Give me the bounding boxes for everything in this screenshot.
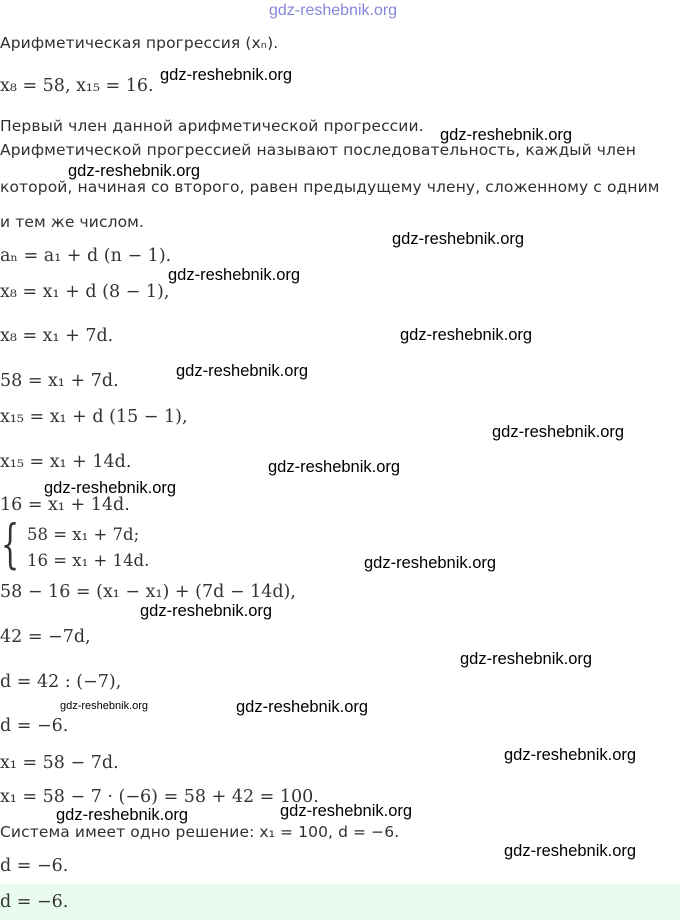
equation-2: 16 = x₁ + 14d.: [0, 495, 130, 515]
watermark: gdz-reshebnik.org: [44, 479, 177, 497]
watermark: gdz-reshebnik.org: [236, 698, 369, 716]
watermark: gdz-reshebnik.org: [504, 842, 637, 860]
watermark: gdz-reshebnik.org: [160, 66, 293, 84]
difference-result: 42 = −7d,: [0, 627, 91, 647]
x8-simplified: x₈ = x₁ + 7d.: [0, 326, 114, 346]
watermark: gdz-reshebnik.org: [68, 162, 201, 180]
formula-x8: x₈ = x₁ + d (8 − 1),: [0, 282, 170, 302]
x1-formula: x₁ = 58 − 7d.: [0, 753, 119, 773]
system-equation-1: 58 = x₁ + 7d;: [27, 525, 140, 544]
watermark: gdz-reshebnik.org: [168, 266, 301, 284]
watermark: gdz-reshebnik.org: [492, 423, 625, 441]
watermark: gdz-reshebnik.org: [440, 126, 573, 144]
x1-computation: x₁ = 58 − 7 · (−6) = 58 + 42 = 100.: [0, 787, 319, 807]
watermark: gdz-reshebnik.org: [504, 746, 637, 764]
watermark: gdz-reshebnik.org: [392, 230, 525, 248]
task-question: Первый член данной арифметической прогрессии.: [0, 117, 424, 135]
subtraction-step: 58 − 16 = (x₁ − x₁) + (7d − 14d),: [0, 582, 296, 602]
site-watermark-header: gdz-reshebnik.org: [269, 2, 398, 19]
watermark: gdz-reshebnik.org: [176, 362, 309, 380]
watermark: gdz-reshebnik.org: [400, 326, 533, 344]
answer-highlight: [0, 884, 680, 920]
problem-statement: Арифметическая прогрессия (xₙ).: [0, 34, 279, 52]
formula-x15: x₁₅ = x₁ + d (15 − 1),: [0, 407, 188, 427]
system-equation-2: 16 = x₁ + 14d.: [27, 551, 150, 570]
final-answer: d = −6.: [0, 892, 69, 912]
d-restated: d = −6.: [0, 856, 69, 876]
watermark: gdz-reshebnik.org: [268, 458, 401, 476]
watermark-small: gdz-reshebnik.org: [60, 700, 149, 712]
definition-line-3: и тем же числом.: [0, 213, 144, 231]
d-value: d = −6.: [0, 716, 69, 736]
watermark: gdz-reshebnik.org: [460, 650, 593, 668]
watermark: gdz-reshebnik.org: [280, 802, 413, 820]
x15-simplified: x₁₅ = x₁ + 14d.: [0, 452, 132, 472]
equation-1: 58 = x₁ + 7d.: [0, 371, 119, 391]
watermark: gdz-reshebnik.org: [140, 602, 273, 620]
definition-line-2: которой, начиная со второго, равен предыдущему члену, сложенному с одним: [0, 178, 660, 196]
watermark: gdz-reshebnik.org: [364, 554, 497, 572]
definition-line-1: Арифметической прогрессией называют последовательность, каждый член: [0, 141, 636, 159]
system-solution: Система имеет одно решение: x₁ = 100, d = −6.: [0, 823, 400, 841]
formula-general: aₙ = a₁ + d (n − 1).: [0, 246, 172, 266]
watermark: gdz-reshebnik.org: [56, 806, 189, 824]
d-computation: d = 42 : (−7),: [0, 672, 122, 692]
system-brace: {: [1, 515, 20, 575]
given-values: x₈ = 58, x₁₅ = 16.: [0, 76, 154, 96]
